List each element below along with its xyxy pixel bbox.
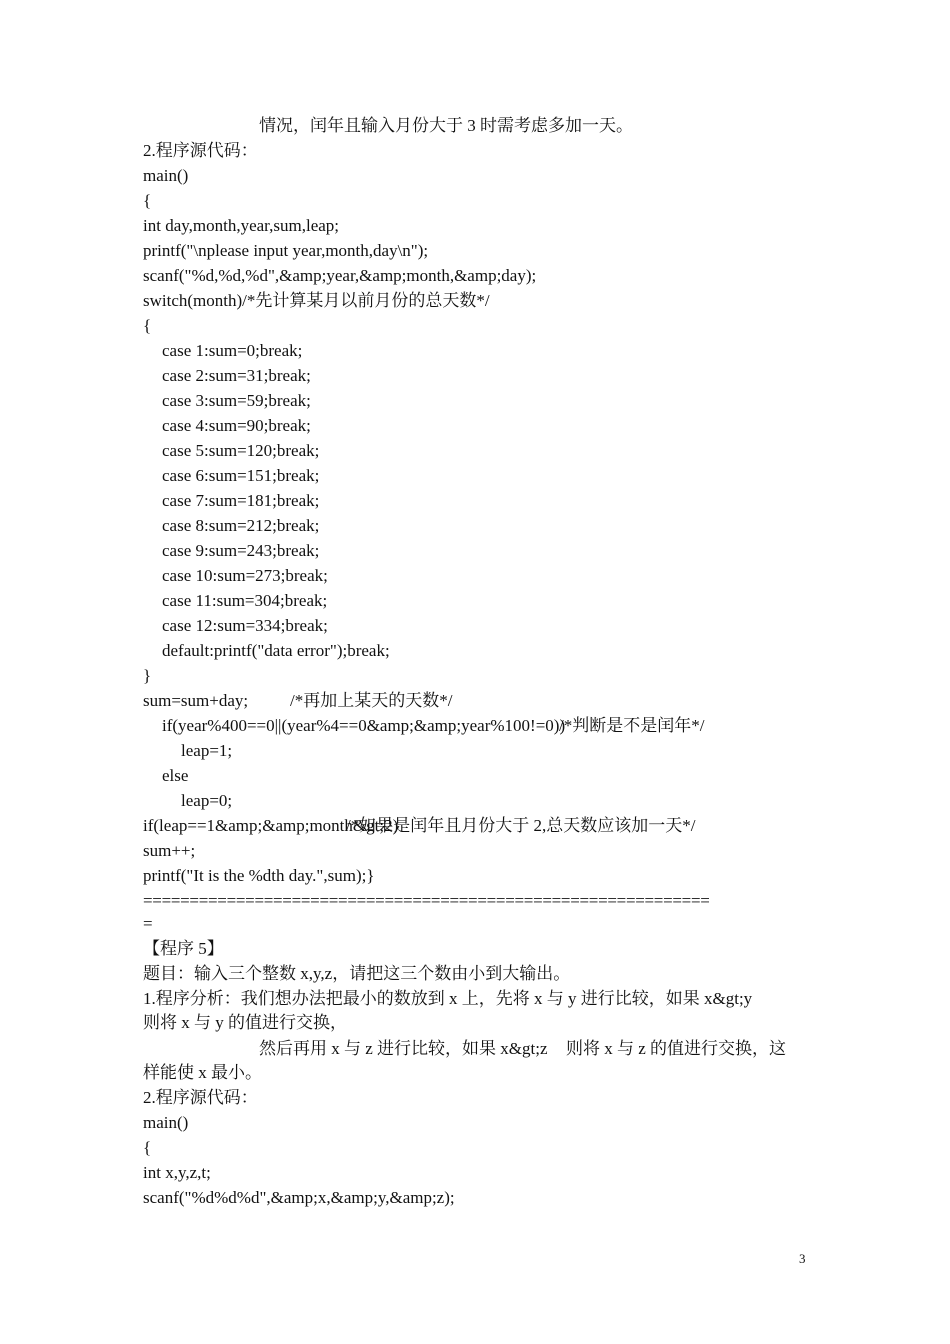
code-line: case 8:sum=212;break; [162, 516, 320, 535]
code-line: case 7:sum=181;break; [162, 491, 320, 510]
code-line: main() [143, 166, 189, 185]
text-line: 情况，闰年且输入月份大于 3 时需考虑多加一天。 [259, 116, 633, 135]
code-line: } [143, 666, 152, 685]
code-line: case 10:sum=273;break; [162, 566, 328, 585]
code-line: int x,y,z,t; [143, 1163, 211, 1182]
code-line: sum++; [143, 841, 196, 860]
code-line: default:printf("data error");break; [162, 641, 390, 660]
code-line: case 3:sum=59;break; [162, 391, 311, 410]
section-heading: 【程序 5】 [143, 939, 224, 958]
separator-line: = [143, 914, 153, 933]
code-line: int day,month,year,sum,leap; [143, 216, 340, 235]
text-line: 题目：输入三个整数 x,y,z，请把这三个数由小到大输出。 [143, 964, 571, 983]
text-line: 则将 x 与 y 的值进行交换， [143, 1013, 347, 1032]
code-line: leap=1; [181, 741, 233, 760]
code-line: case 6:sum=151;break; [162, 466, 320, 485]
code-line: case 9:sum=243;break; [162, 541, 320, 560]
code-line: scanf("%d,%d,%d",&amp;year,&amp;month,&amp;day); [143, 266, 537, 285]
code-line: printf("It is the %dth day.",sum);} [143, 866, 375, 885]
text-line: 2.程序源代码： [143, 141, 258, 160]
code-line: if(year%400==0||(year%4==0&amp;&amp;year%100!=0)) [162, 716, 566, 735]
separator-line: ============================================================= [143, 891, 710, 910]
text-line: 样能使 x 最小。 [143, 1063, 262, 1082]
text-line: 1.程序分析：我们想办法把最小的数放到 x 上，先将 x 与 y 进行比较，如果 x&gt;y [143, 989, 753, 1008]
text-line: 然后再用 x 与 z 进行比较，如果 x&gt;z [259, 1039, 548, 1058]
code-line: case 1:sum=0;break; [162, 341, 303, 360]
code-line: case 5:sum=120;break; [162, 441, 320, 460]
code-comment: /*如果是闰年且月份大于 2,总天数应该加一天*/ [346, 816, 696, 835]
code-line: case 4:sum=90;break; [162, 416, 311, 435]
code-comment: /*判断是不是闰年*/ [559, 716, 705, 735]
code-line: main() [143, 1113, 189, 1132]
code-line: scanf("%d%d%d",&amp;x,&amp;y,&amp;z); [143, 1188, 455, 1207]
code-line: if(leap==1&amp;&amp;month&gt;2) [143, 816, 399, 835]
code-line: { [143, 316, 152, 335]
code-line: leap=0; [181, 791, 233, 810]
code-line: case 11:sum=304;break; [162, 591, 328, 610]
code-line: { [143, 1138, 152, 1157]
code-line: { [143, 191, 152, 210]
page-number: 3 [799, 1251, 806, 1266]
code-line: else [162, 766, 189, 785]
text-line: 2.程序源代码： [143, 1088, 258, 1107]
text-line: 则将 x 与 z 的值进行交换，这 [566, 1039, 787, 1058]
code-line: case 12:sum=334;break; [162, 616, 328, 635]
code-line: sum=sum+day; [143, 691, 249, 710]
code-line: switch(month)/*先计算某月以前月份的总天数*/ [143, 291, 490, 310]
code-line: case 2:sum=31;break; [162, 366, 311, 385]
code-line: printf("\nplease input year,month,day\n"); [143, 241, 429, 260]
code-comment: /*再加上某天的天数*/ [290, 691, 453, 710]
